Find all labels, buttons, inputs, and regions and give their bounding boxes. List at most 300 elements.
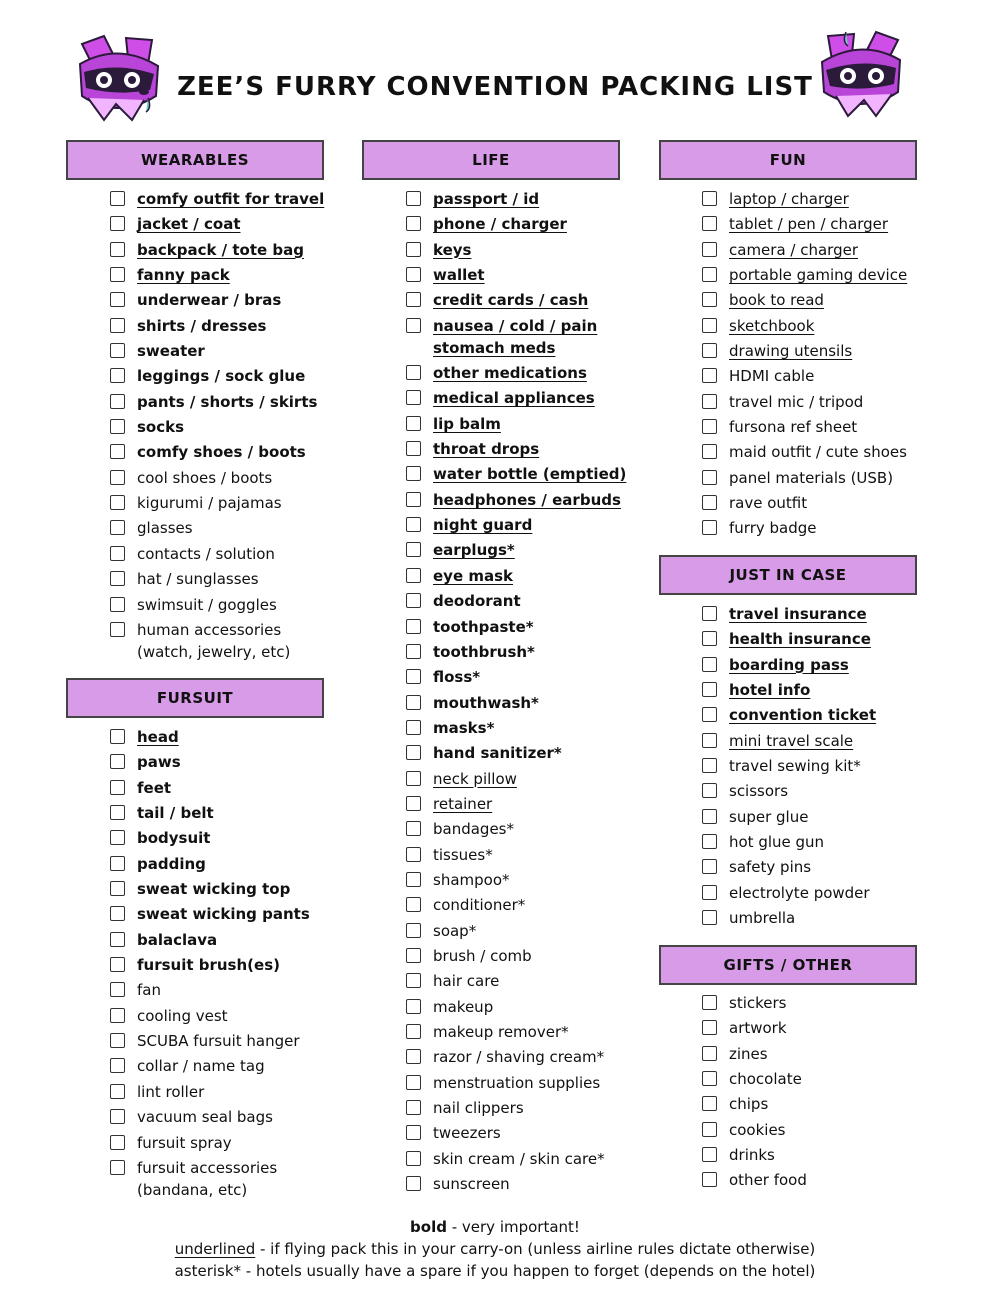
checklist-item-label: fanny pack — [137, 266, 230, 285]
checklist-item — [406, 717, 656, 739]
checklist-item — [702, 517, 952, 539]
legend-bold-text: - very important! — [446, 1218, 580, 1236]
checklist-item — [406, 463, 656, 485]
checklist-item — [110, 289, 360, 311]
checklist-item — [406, 996, 656, 1018]
checklist-item-label: hair care — [433, 972, 500, 991]
checklist-item-label: head — [137, 728, 179, 746]
section-title: WEARABLES — [140, 151, 250, 169]
checklist-item-label: fursona ref sheet — [729, 418, 858, 437]
checklist-item-label: lint roller — [137, 1082, 205, 1101]
checkbox[interactable] — [110, 1084, 125, 1099]
checkbox[interactable] — [110, 419, 125, 434]
checkbox[interactable] — [702, 1046, 717, 1061]
checklist-item-label: HDMI cable — [729, 367, 815, 386]
checklist-item-label: menstruation supplies — [433, 1073, 601, 1092]
checkbox[interactable] — [406, 292, 421, 307]
checklist-item — [702, 289, 952, 311]
checkbox[interactable] — [110, 622, 125, 637]
checklist-item — [406, 264, 656, 286]
checklist-item — [110, 1157, 360, 1201]
legend-underline — [150, 1238, 840, 1260]
checkbox[interactable] — [110, 520, 125, 535]
checklist-item-label: fan — [137, 981, 161, 1000]
checklist-item — [406, 413, 656, 435]
checkbox[interactable] — [110, 343, 125, 358]
checkbox[interactable] — [702, 707, 717, 722]
checklist-item-label: passport / id — [433, 190, 540, 208]
checkbox[interactable] — [702, 682, 717, 697]
legend-underline-text: - if flying pack this in your carry-on (unless airline rules dictate otherwise) — [255, 1240, 816, 1258]
checklist-item-label: wallet — [433, 266, 485, 285]
checkbox[interactable] — [110, 957, 125, 972]
checkbox[interactable] — [406, 720, 421, 735]
checklist-item-label: conditioner* — [433, 896, 526, 915]
checklist-item — [406, 666, 656, 688]
checkbox[interactable] — [110, 394, 125, 409]
checkbox[interactable] — [702, 910, 717, 925]
checklist-item-label: comfy outfit for travel — [137, 190, 325, 208]
checklist-item — [702, 365, 952, 387]
section-title: JUST IN CASE — [729, 566, 847, 584]
checkbox[interactable] — [110, 982, 125, 997]
checkbox[interactable] — [110, 292, 125, 307]
checklist-item-label: drawing utensils — [729, 342, 853, 361]
checklist-item — [110, 594, 360, 616]
checkbox[interactable] — [406, 1151, 421, 1166]
checklist-item — [110, 543, 360, 565]
checklist-item — [110, 929, 360, 951]
checklist-item — [110, 416, 360, 438]
checklist-item-label: artwork — [729, 1019, 787, 1038]
checklist-item — [406, 692, 656, 714]
checkbox[interactable] — [406, 267, 421, 282]
checkbox[interactable] — [702, 419, 717, 434]
checklist-item — [406, 793, 656, 815]
checklist-item — [702, 628, 952, 650]
checklist-item-label: sweat wicking pants — [137, 905, 310, 924]
checklist-item — [110, 188, 360, 210]
checkbox[interactable] — [406, 568, 421, 583]
checkbox[interactable] — [110, 1135, 125, 1150]
checklist-item-label: deodorant — [433, 592, 521, 611]
checkbox[interactable] — [110, 597, 125, 612]
checklist-item — [110, 726, 360, 748]
checklist-item — [702, 856, 952, 878]
checkbox[interactable] — [702, 995, 717, 1010]
checklist-item-label: floss* — [433, 668, 481, 687]
checklist-item-label: rave outfit — [729, 494, 808, 513]
checkbox[interactable] — [406, 771, 421, 786]
checklist-item-label: glasses — [137, 519, 193, 538]
checklist-item-label: keys — [433, 240, 472, 259]
checklist-item — [110, 391, 360, 413]
checklist-item-label: underwear / bras — [137, 291, 282, 310]
checklist-item — [702, 239, 952, 261]
checklist-item-label: bandages* — [433, 820, 514, 839]
checkbox[interactable] — [702, 1071, 717, 1086]
checkbox[interactable] — [406, 1024, 421, 1039]
checklist-item-label: SCUBA fursuit hanger — [137, 1032, 300, 1051]
checkbox[interactable] — [110, 881, 125, 896]
checkbox[interactable] — [110, 470, 125, 485]
checkbox[interactable] — [406, 216, 421, 231]
section-header-just-in-case — [659, 555, 917, 595]
checklist-item-label: kigurumi / pajamas — [137, 494, 282, 513]
checkbox[interactable] — [702, 242, 717, 257]
checkbox[interactable] — [702, 834, 717, 849]
checklist-item — [702, 992, 952, 1014]
checklist-item-label: tail / belt — [137, 804, 214, 823]
checkbox[interactable] — [110, 1160, 125, 1175]
checkbox[interactable] — [702, 520, 717, 535]
checkbox[interactable] — [702, 733, 717, 748]
checklist-item — [406, 1148, 656, 1170]
checklist-item — [702, 1169, 952, 1191]
checklist-item-label: tablet / pen / charger — [729, 215, 889, 234]
checklist-item-label: tweezers — [433, 1124, 501, 1143]
checklist-item-label: soap* — [433, 921, 477, 940]
checklist-item-label: jacket / coat — [137, 215, 241, 234]
checklist-item-label: hat / sunglasses — [137, 570, 259, 589]
checklist-item — [702, 755, 952, 777]
checklist-item — [110, 979, 360, 1001]
checklist-item — [406, 489, 656, 511]
checklist-item-label: travel insurance — [729, 605, 867, 623]
section-header-fun — [659, 140, 917, 180]
checklist-item-label: collar / name tag — [137, 1057, 265, 1076]
checklist-item — [110, 777, 360, 799]
checklist-item-label: swimsuit / goggles — [137, 595, 277, 614]
checkbox[interactable] — [110, 830, 125, 845]
checklist-item — [110, 827, 360, 849]
checklist-item-label: boarding pass — [729, 655, 849, 674]
checklist-item-label: laptop / charger — [729, 190, 849, 208]
checklist-item — [406, 387, 656, 409]
checklist-item-label: cookies — [729, 1120, 786, 1139]
checklist-item-label: masks* — [433, 718, 495, 737]
checklist-item — [702, 1093, 952, 1115]
checklist-item — [110, 1030, 360, 1052]
checklist-item — [406, 970, 656, 992]
checklist-item-label: portable gaming device — [729, 266, 908, 285]
checkbox[interactable] — [110, 546, 125, 561]
checklist-item — [110, 954, 360, 976]
checklist-item — [406, 616, 656, 638]
checkbox[interactable] — [702, 809, 717, 824]
checkbox[interactable] — [406, 796, 421, 811]
checkbox[interactable] — [110, 191, 125, 206]
checklist-item-label: travel mic / tripod — [729, 392, 864, 411]
checklist-item — [702, 1119, 952, 1141]
checklist-item — [702, 416, 952, 438]
checkbox[interactable] — [110, 495, 125, 510]
checklist-item — [406, 289, 656, 311]
checklist-item — [702, 780, 952, 802]
checkbox[interactable] — [406, 872, 421, 887]
checklist-item — [702, 1068, 952, 1090]
checklist-gifts-other — [702, 992, 952, 1195]
checklist-item — [702, 907, 952, 929]
checklist-item-label: convention ticket — [729, 706, 877, 725]
checklist-item-label: other medications — [433, 364, 587, 383]
checkbox[interactable] — [702, 859, 717, 874]
checklist-item — [702, 806, 952, 828]
checkbox[interactable] — [406, 365, 421, 380]
checklist-item-label: fursuit spray — [137, 1133, 232, 1152]
checklist-item-label: safety pins — [729, 858, 812, 877]
checkbox[interactable] — [406, 542, 421, 557]
checkbox[interactable] — [110, 906, 125, 921]
checklist-item-label: retainer — [433, 794, 493, 813]
checklist-item — [406, 1097, 656, 1119]
checklist-item-label: paws — [137, 753, 181, 772]
checklist-item-label: stickers — [729, 994, 787, 1012]
checklist-item-label: nausea / cold / pain stomach meds — [433, 316, 598, 357]
checkbox[interactable] — [702, 267, 717, 282]
checkbox[interactable] — [110, 754, 125, 769]
checkbox[interactable] — [702, 606, 717, 621]
checklist-item-label: maid outfit / cute shoes — [729, 443, 907, 462]
section-title: GIFTS / OTHER — [723, 956, 853, 974]
checklist-item-label: socks — [137, 418, 185, 437]
raccoon-mascot-left-icon — [74, 34, 162, 124]
checkbox[interactable] — [702, 318, 717, 333]
checkbox[interactable] — [406, 1176, 421, 1191]
checkbox[interactable] — [406, 390, 421, 405]
checkbox[interactable] — [406, 619, 421, 634]
checklist-item-label: balaclava — [137, 930, 218, 949]
checklist-item — [406, 869, 656, 891]
checklist-item-label: scissors — [729, 782, 789, 801]
checkbox[interactable] — [110, 780, 125, 795]
checklist-item-label: cooling vest — [137, 1006, 228, 1025]
checklist-item-label: backpack / tote bag — [137, 240, 305, 259]
checkbox[interactable] — [110, 242, 125, 257]
checkbox[interactable] — [406, 669, 421, 684]
checklist-item-label: eye mask — [433, 566, 514, 585]
checklist-item — [406, 362, 656, 384]
checklist-item — [406, 315, 656, 359]
checkbox[interactable] — [406, 1075, 421, 1090]
checklist-item — [110, 441, 360, 463]
checkbox[interactable] — [702, 343, 717, 358]
checklist-item — [702, 1144, 952, 1166]
checkbox[interactable] — [406, 517, 421, 532]
checkbox[interactable] — [406, 695, 421, 710]
checkbox[interactable] — [702, 1172, 717, 1187]
checkbox[interactable] — [702, 758, 717, 773]
checklist-item-label: camera / charger — [729, 240, 858, 259]
checkbox[interactable] — [406, 923, 421, 938]
checkbox[interactable] — [406, 492, 421, 507]
checkbox[interactable] — [110, 1109, 125, 1124]
checklist-item — [406, 590, 656, 612]
checkbox[interactable] — [110, 856, 125, 871]
checkbox[interactable] — [110, 729, 125, 744]
checkbox[interactable] — [406, 318, 421, 333]
checkbox[interactable] — [702, 783, 717, 798]
checklist-item-label: sketchbook — [729, 316, 815, 335]
checklist-item-label: drinks — [729, 1146, 775, 1165]
checklist-item-label: bodysuit — [137, 829, 211, 848]
checkbox[interactable] — [702, 470, 717, 485]
checklist-item — [110, 802, 360, 824]
checklist-item-label: makeup — [433, 997, 494, 1016]
checklist-item — [110, 340, 360, 362]
checklist-item — [406, 1046, 656, 1068]
checkbox[interactable] — [406, 973, 421, 988]
checkbox[interactable] — [110, 571, 125, 586]
checkbox[interactable] — [406, 999, 421, 1014]
checkbox[interactable] — [110, 318, 125, 333]
checklist-item — [110, 315, 360, 337]
checkbox[interactable] — [110, 1058, 125, 1073]
checklist-item — [406, 565, 656, 587]
checkbox[interactable] — [110, 444, 125, 459]
checklist-item — [702, 467, 952, 489]
checkbox[interactable] — [406, 593, 421, 608]
checklist-item-label: leggings / sock glue — [137, 367, 306, 386]
checkbox[interactable] — [110, 1033, 125, 1048]
checkbox[interactable] — [406, 821, 421, 836]
checkbox[interactable] — [406, 416, 421, 431]
checkbox[interactable] — [406, 466, 421, 481]
checkbox[interactable] — [406, 1100, 421, 1115]
checkbox[interactable] — [110, 267, 125, 282]
checklist-item — [702, 315, 952, 337]
checklist-item — [406, 742, 656, 764]
checklist-item-label: fursuit brush(es) — [137, 956, 280, 975]
checkbox[interactable] — [406, 948, 421, 963]
checklist-item — [702, 704, 952, 726]
checkbox[interactable] — [110, 805, 125, 820]
checklist-item-label: hotel info — [729, 681, 811, 700]
checklist-item-label: panel materials (USB) — [729, 468, 894, 487]
checkbox[interactable] — [702, 1122, 717, 1137]
checklist-item-label: zines — [729, 1044, 768, 1063]
checklist-item — [110, 1106, 360, 1128]
checklist-just-in-case — [702, 603, 952, 932]
checklist-item-label: nail clippers — [433, 1099, 524, 1118]
checklist-item — [702, 1043, 952, 1065]
checkbox[interactable] — [702, 495, 717, 510]
checklist-item-label: neck pillow — [433, 769, 517, 788]
checklist-item — [110, 903, 360, 925]
legend-asterisk: asterisk* - hotels usually have a spare if you happen to forget (depends on the hotel) — [174, 1262, 816, 1280]
legend-bold — [150, 1216, 840, 1238]
checkbox[interactable] — [702, 368, 717, 383]
section-header-life — [362, 140, 620, 180]
checkbox[interactable] — [702, 191, 717, 206]
checkbox[interactable] — [406, 745, 421, 760]
checklist-item-label: feet — [137, 778, 172, 797]
checklist-item — [702, 188, 952, 210]
checkbox[interactable] — [406, 242, 421, 257]
checklist-item-label: hand sanitizer* — [433, 744, 562, 763]
checkbox[interactable] — [110, 932, 125, 947]
checkbox[interactable] — [702, 657, 717, 672]
checklist-item-label: comfy shoes / boots — [137, 443, 306, 462]
checklist-item-label: razor / shaving cream* — [433, 1048, 605, 1067]
checklist-item-label: phone / charger — [433, 215, 567, 234]
checkbox[interactable] — [110, 216, 125, 231]
checklist-item — [110, 568, 360, 590]
checkbox[interactable] — [406, 847, 421, 862]
checkbox[interactable] — [406, 1125, 421, 1140]
checkbox[interactable] — [406, 897, 421, 912]
checklist-item — [110, 619, 360, 663]
checklist-item — [110, 1081, 360, 1103]
checklist-item — [110, 213, 360, 235]
checkbox[interactable] — [702, 1020, 717, 1035]
checklist-item-label: sunscreen — [433, 1175, 510, 1194]
checklist-wearables — [110, 188, 360, 666]
legend-underline-term: underlined — [174, 1240, 256, 1258]
checklist-item — [110, 517, 360, 539]
checklist-item — [406, 1122, 656, 1144]
checklist-item-label: sweat wicking top — [137, 880, 291, 899]
checklist-item-label: vacuum seal bags — [137, 1108, 273, 1127]
checklist-item-label: cool shoes / boots — [137, 468, 273, 487]
checklist-item — [110, 1132, 360, 1154]
checklist-item-label: human accessories (watch, jewelry, etc) — [137, 620, 291, 661]
checklist-item — [110, 365, 360, 387]
checkbox[interactable] — [406, 191, 421, 206]
checklist-item — [702, 654, 952, 676]
checklist-item — [702, 730, 952, 752]
section-title: LIFE — [472, 151, 510, 169]
section-header-fursuit — [66, 678, 324, 718]
checklist-item-label: brush / comb — [433, 946, 532, 965]
checklist-item-label: makeup remover* — [433, 1023, 569, 1041]
checkbox[interactable] — [110, 1008, 125, 1023]
checklist-item — [110, 1055, 360, 1077]
checkbox[interactable] — [406, 1049, 421, 1064]
checklist-fursuit — [110, 726, 360, 1204]
checklist-item-label: shirts / dresses — [137, 316, 267, 335]
checklist-item-label: furry badge — [729, 519, 817, 538]
checklist-item-label: credit cards / cash — [433, 291, 589, 310]
checkbox[interactable] — [702, 885, 717, 900]
checklist-item — [406, 188, 656, 210]
checklist-item-label: book to read — [729, 291, 824, 310]
checkbox[interactable] — [702, 1147, 717, 1162]
checkbox[interactable] — [702, 1096, 717, 1111]
checkbox[interactable] — [110, 368, 125, 383]
checklist-item-label: medical appliances — [433, 389, 595, 408]
checkbox[interactable] — [702, 394, 717, 409]
checkbox[interactable] — [702, 216, 717, 231]
checklist-item-label: umbrella — [729, 909, 796, 928]
checkbox[interactable] — [702, 292, 717, 307]
checkbox[interactable] — [406, 644, 421, 659]
checkbox[interactable] — [406, 441, 421, 456]
checklist-item-label: other food — [729, 1171, 807, 1190]
checklist-item — [110, 751, 360, 773]
checkbox[interactable] — [702, 631, 717, 646]
checklist-item — [110, 878, 360, 900]
checklist-item — [110, 492, 360, 514]
checkbox[interactable] — [702, 444, 717, 459]
checklist-item-label: mini travel scale — [729, 731, 854, 750]
checklist-item-label: toothbrush* — [433, 642, 535, 661]
section-title: FURSUIT — [156, 689, 234, 707]
checklist-item-label: chips — [729, 1095, 769, 1114]
section-title: FUN — [769, 151, 807, 169]
checklist-item — [406, 239, 656, 261]
checklist-item — [110, 853, 360, 875]
